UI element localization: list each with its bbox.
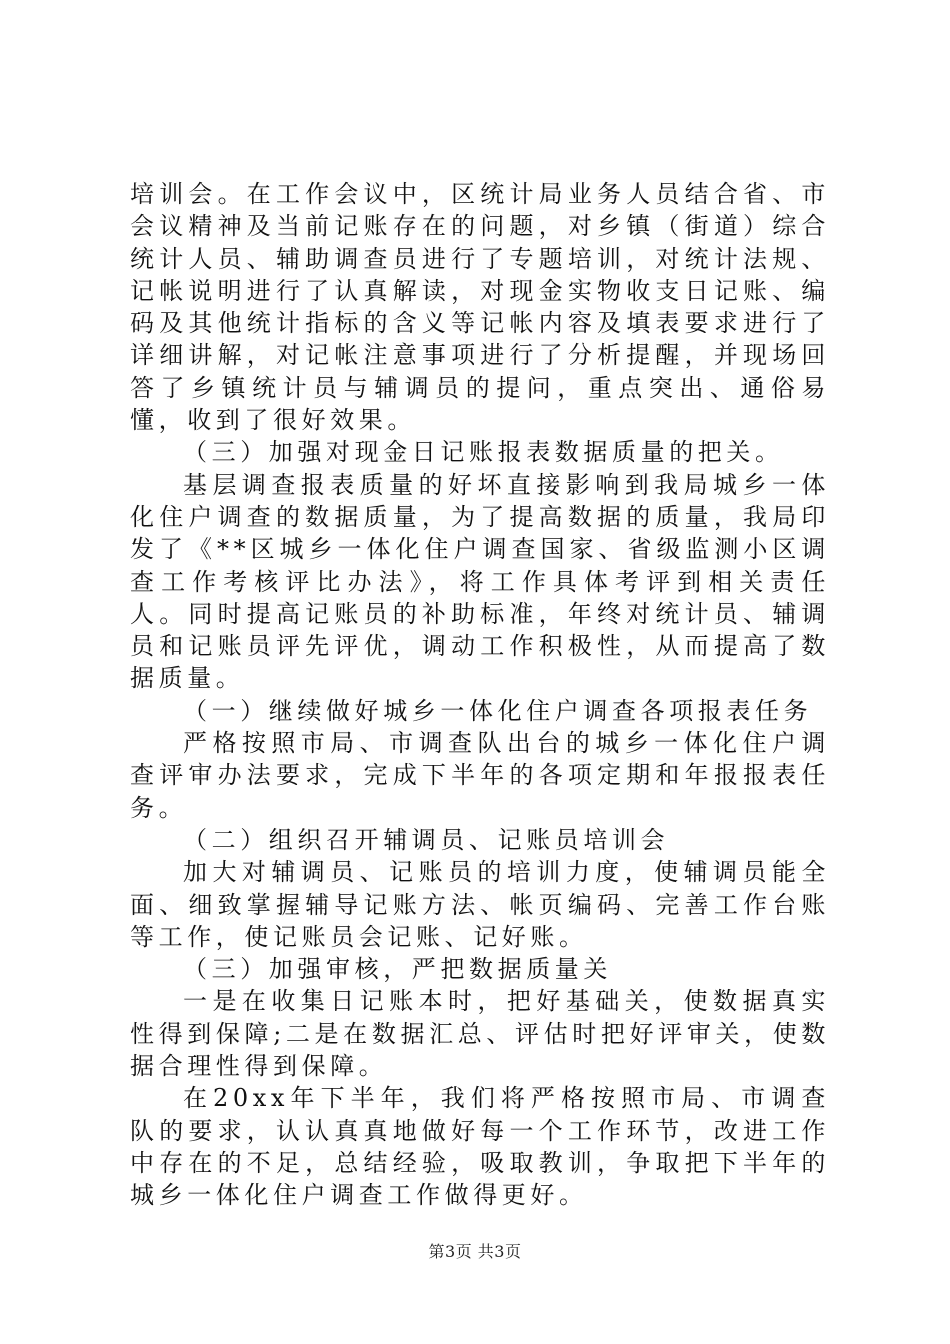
section-heading-continue-reports: （一）继续做好城乡一体化住户调查各项报表任务 — [183, 696, 813, 725]
paragraph-3: 基层调查报表质量的好坏直接影响到我局城乡一体化住户调查的数据质量，为了提高数据的质量，我局印发了《**区城乡一体化住户调查国家、省级监测小区调查工作考核评比办法》，将工作具体考评到相关责任人。同时提高记账员的补助标准，年终对统计员、辅调员和记账员评先评优，调动工作积极性，从而提高了数据质量。 — [130, 470, 830, 693]
paragraph-10: 在20xx年下半年，我们将严格按照市局、市调查队的要求，认认真真地做好每一个工作环节，改进工作中存在的不足，总结经验，吸取教训，争取把下半年的城乡一体化住户调查工作做得更好。 — [130, 1084, 830, 1210]
paragraph-1: 培训会。在工作会议中，区统计局业务人员结合省、市会议精神及当前记账存在的问题，对乡镇（街道）综合统计人员、辅助调查员进行了专题培训，对统计法规、记帐说明进行了认真解读，对现金实物收支日记账、编码及其他统计指标的含义等记帐内容及填表要求进行了详细讲解，对记帐注意事项进行了分析提醒，并现场回答了乡镇统计员与辅调员的提问，重点突出、通俗易懂，收到了很好效果。 — [130, 180, 830, 435]
paragraph-7: 加大对辅调员、记账员的培训力度，使辅调员能全面、细致掌握辅导记账方法、帐页编码、完善工作台账等工作，使记账员会记账、记好账。 — [130, 858, 830, 951]
section-heading-strengthen-cash-journal: （三）加强对现金日记账报表数据质量的把关。 — [183, 438, 784, 467]
section-heading-training: （二）组织召开辅调员、记账员培训会 — [183, 825, 670, 854]
paragraph-5: 严格按照市局、市调查队出台的城乡一体化住户调查评审办法要求，完成下半年的各项定期和年报报表任务。 — [130, 729, 830, 822]
paragraph-9: 一是在收集日记账本时，把好基础关，使数据真实性得到保障;二是在数据汇总、评估时把好评审关，使数据合理性得到保障。 — [130, 987, 830, 1081]
document-body — [130, 178, 830, 1212]
page-number-footer: 第3页 共3页 — [428, 1242, 522, 1261]
section-heading-review: （三）加强审核，严把数据质量关 — [183, 955, 612, 984]
